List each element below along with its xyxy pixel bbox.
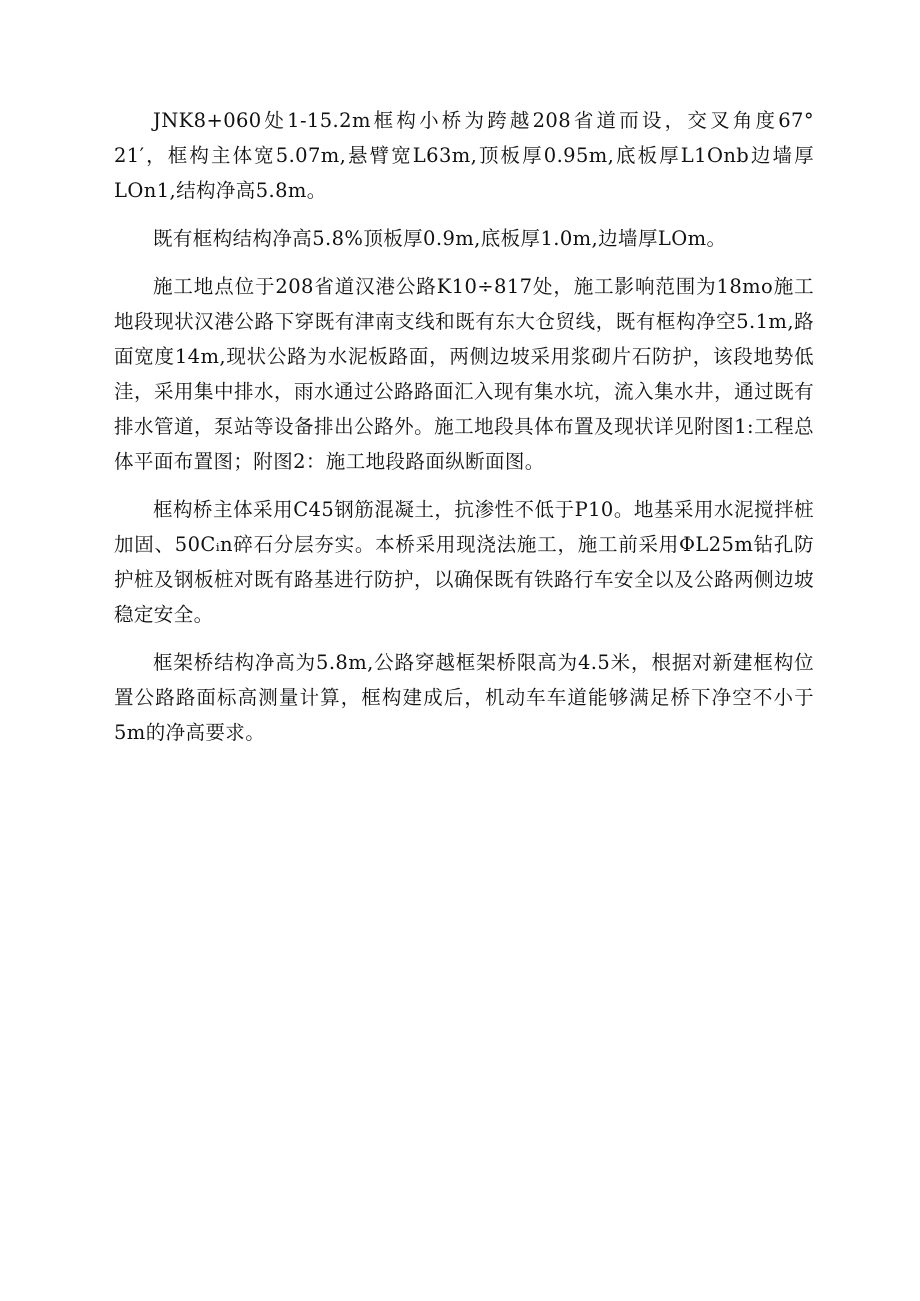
paragraph-clearance-requirements: 框架桥结构净高为5.8m,公路穿越框架桥限高为4.5米，根据对新建框构位置公路路面标高测量计算，框构建成后，机动车车道能够满足桥下净空不小于5m的净高要求。 xyxy=(114,651,814,744)
document-body xyxy=(114,103,814,763)
paragraph-bridge-overview: JNK8+060处1-15.2m框构小桥为跨越208省道而设，交叉角度67° 21′，框构主体宽5.07m,悬臂宽L63m,顶板厚0.95m,底板厚L1Onb边墙厚LOn1,结构净高5.8m。 xyxy=(114,109,814,202)
paragraph-construction-method: 框构桥主体采用C45钢筋混凝土，抗渗性不低于P10。地基采用水泥搅拌桩加固、50Cᵢn碎石分层夯实。本桥采用现浇法施工，施工前采用ΦL25m钻孔防护桩及钢板桩对既有路基进行防护，以确保既有铁路行车安全以及公路两侧边坡稳定安全。 xyxy=(114,498,814,626)
paragraph-existing-structure: 既有框构结构净高5.8%顶板厚0.9m,底板厚1.0m,边墙厚LOm。 xyxy=(153,227,727,250)
paragraph-site-conditions: 施工地点位于208省道汉港公路K10÷817处，施工影响范围为18mo施工地段现状汉港公路下穿既有津南支线和既有东大仓贸线，既有框构净空5.1m,路面宽度14m,现状公路为水泥板路面，两侧边坡采用浆砌片石防护，该段地势低洼，采用集中排水，雨水通过公路路面汇入现有集水坑，流入集水井，通过既有排水管道，泵站等设备排出公路外。施工地段具体布置及现状详见附图1:工程总体平面布置图；附图2：施工地段路面纵断面图。 xyxy=(114,275,814,473)
